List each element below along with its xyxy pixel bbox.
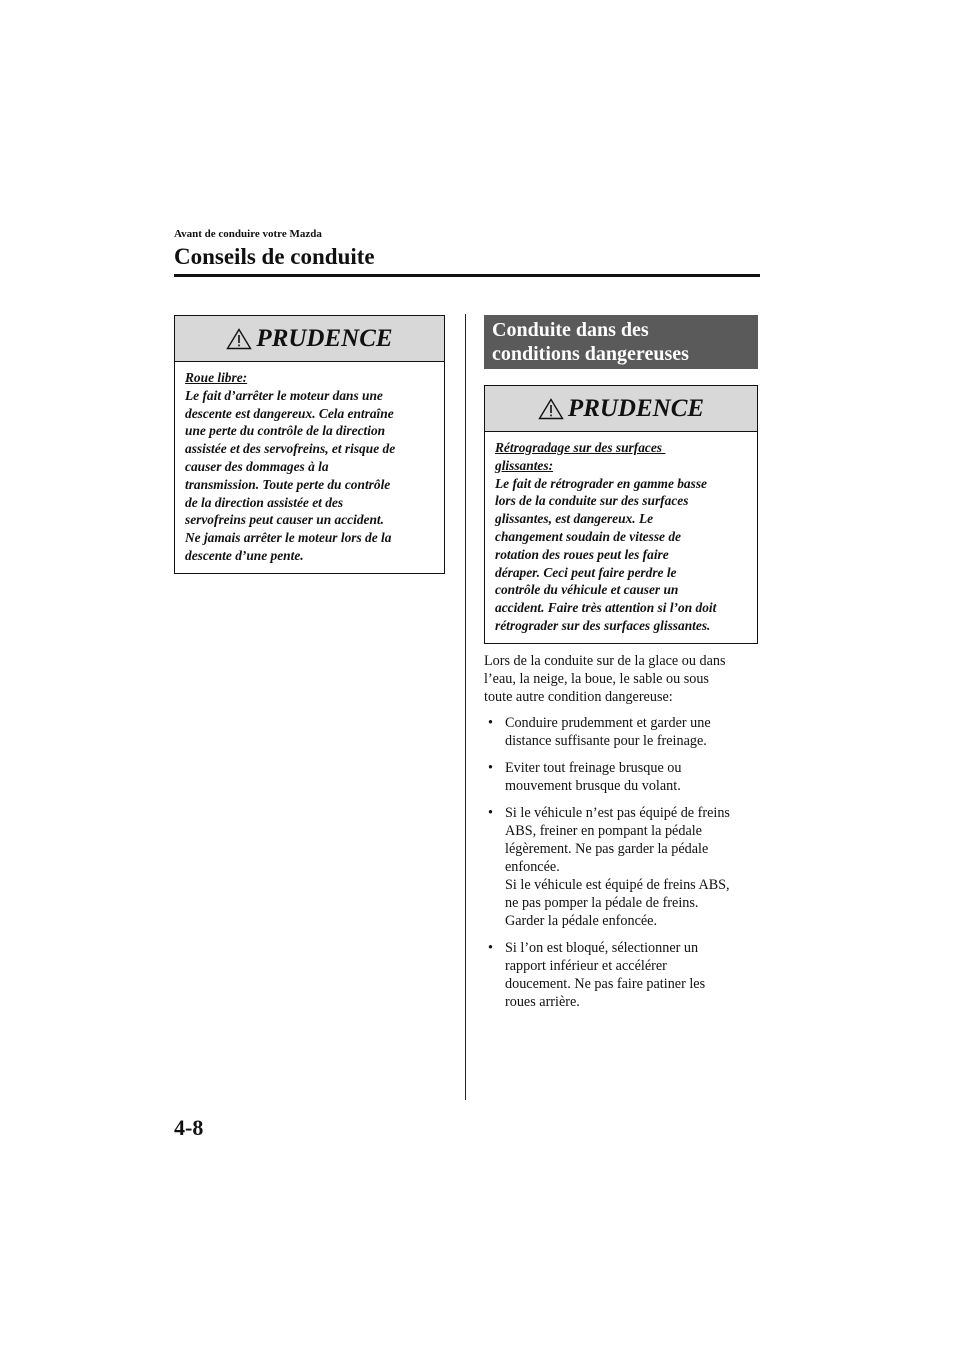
caution-line: causer des dommages à la <box>185 458 329 474</box>
section-kicker: Avant de conduire votre Mazda <box>174 228 322 240</box>
list-item-line: ABS, freiner en pompant la pédale <box>505 823 702 839</box>
caution-line: Le fait d’arrêter le moteur dans une <box>185 387 383 403</box>
caution-subtitle: Roue libre: <box>185 370 248 385</box>
caution-label: PRUDENCE <box>256 324 393 352</box>
list-item-line: mouvement brusque du volant. <box>505 778 681 794</box>
list-item-line: Conduire prudemment et garder une <box>505 715 711 731</box>
caution-body <box>485 432 757 643</box>
list-item-line: rapport inférieur et accélérer <box>505 958 667 974</box>
caution-line: rétrograder sur des surfaces glissantes. <box>495 617 711 633</box>
caution-line: accident. Faire très attention si l’on doit <box>495 600 717 616</box>
list-item-line: Si l’on est bloqué, sélectionner un <box>505 940 699 956</box>
list-item-line: Garder la pédale enfoncée. <box>505 913 658 929</box>
caution-label: PRUDENCE <box>567 394 705 422</box>
section-heading-line: conditions dangereuses <box>492 343 689 365</box>
paragraph-line: toute autre condition dangereuse: <box>484 689 673 705</box>
list-item <box>484 759 760 795</box>
list-item-line: légèrement. Ne pas garder la pédale <box>505 841 709 857</box>
caution-body <box>175 362 444 573</box>
caution-line: changement soudain de vitesse de <box>495 528 681 544</box>
list-item-line: Eviter tout freinage brusque ou <box>505 760 682 776</box>
list-item-line: distance suffisante pour le freinage. <box>505 733 707 749</box>
bullet-icon: • <box>488 760 493 776</box>
caution-line: contrôle du véhicule et causer un <box>495 582 679 598</box>
caution-subtitle: Rétrogradage sur des surfaces <box>495 440 666 455</box>
section-heading <box>484 315 758 369</box>
caution-line: descente d’une pente. <box>185 547 304 563</box>
list-item-line: enfoncée. <box>505 859 560 875</box>
paragraph-line: l’eau, la neige, la boue, le sable ou sous <box>484 671 709 687</box>
caution-line: servofreins peut causer un accident. <box>185 512 384 528</box>
bullet-icon: • <box>488 715 493 731</box>
caution-line: de la direction assistée et des <box>185 494 344 510</box>
caution-line: descente est dangereux. Cela entraîne <box>185 405 394 421</box>
caution-subtitle: glissantes: <box>495 457 554 473</box>
caution-box-freewheel <box>174 315 445 574</box>
driving-tips-list <box>484 714 760 1020</box>
section-heading-line: Conduite dans des <box>492 319 649 341</box>
caution-line: lors de la conduite sur des surfaces <box>495 493 689 509</box>
caution-line: Ne jamais arrêter le moteur lors de la <box>185 530 392 546</box>
list-item-line: roues arrière. <box>505 994 580 1010</box>
page-number: 4-8 <box>174 1115 204 1140</box>
caution-line: Le fait de rétrograder en gamme basse <box>495 475 707 491</box>
list-item <box>484 714 760 750</box>
caution-line: assistée et des servofreins, et risque de <box>185 441 396 457</box>
list-item-line: ne pas pomper la pédale de freins. <box>505 895 699 911</box>
header-rule <box>174 274 760 277</box>
caution-line: une perte du contrôle de la direction <box>185 423 386 439</box>
column-divider <box>465 314 466 1100</box>
caution-box-downshifting <box>484 385 758 644</box>
warning-triangle-icon <box>226 328 252 350</box>
paragraph-line: Lors de la conduite sur de la glace ou dans <box>484 653 726 669</box>
caution-header <box>485 386 757 432</box>
list-item-line: Si le véhicule est équipé de freins ABS, <box>505 877 730 893</box>
caution-line: transmission. Toute perte du contrôle <box>185 476 391 492</box>
list-item-line: doucement. Ne pas faire patiner les <box>505 976 706 992</box>
list-item-line: Si le véhicule n’est pas équipé de freins <box>505 805 730 821</box>
caution-header <box>175 316 444 362</box>
caution-line: glissantes, est dangereux. Le <box>495 511 654 527</box>
warning-triangle-icon <box>538 398 564 420</box>
intro-paragraph <box>484 652 760 706</box>
list-item <box>484 939 760 1011</box>
bullet-icon: • <box>488 940 493 956</box>
caution-line: déraper. Ceci peut faire perdre le <box>495 564 677 580</box>
chapter-title: Conseils de conduite <box>174 244 375 269</box>
list-item <box>484 804 760 930</box>
bullet-icon: • <box>488 805 493 821</box>
caution-line: rotation des roues peut les faire <box>495 546 669 562</box>
